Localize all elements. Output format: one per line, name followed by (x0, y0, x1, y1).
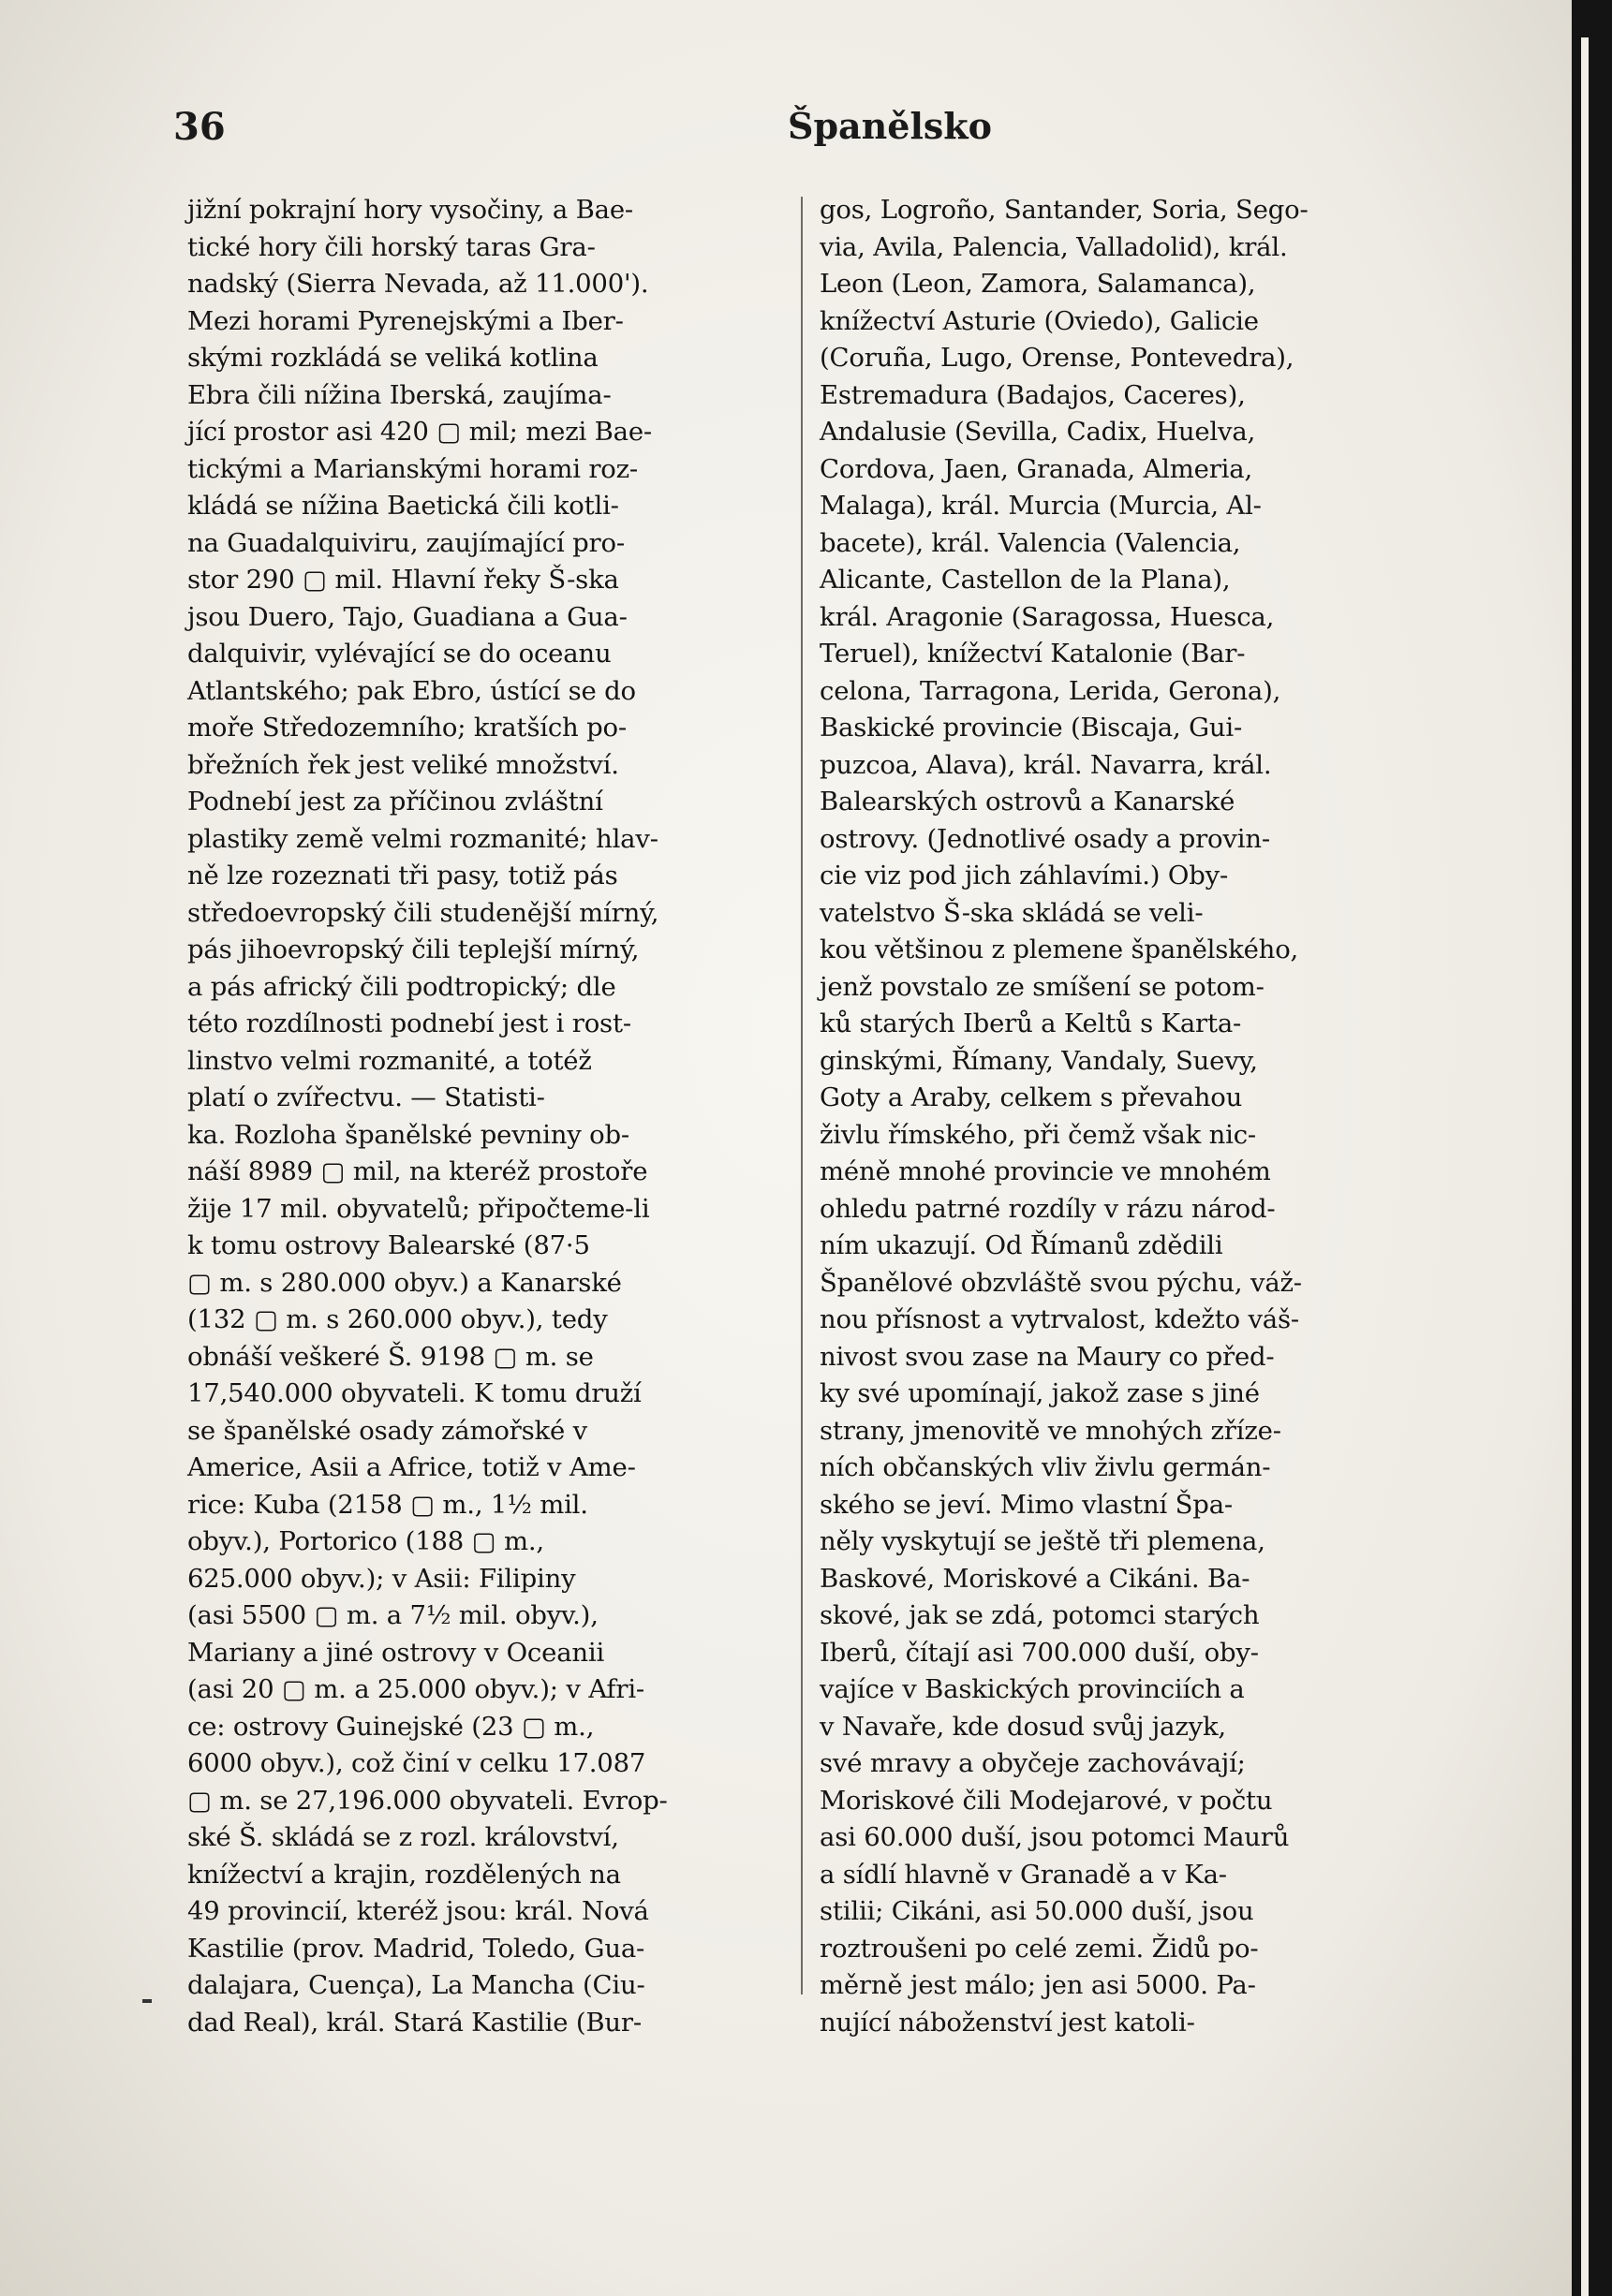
text-line: skové, jak se zdá, potomci starých (820, 1600, 1260, 1630)
text-line: jenž povstalo ze smíšení se potom- (820, 971, 1264, 1002)
text-line: vajíce v Baskických provinciích a (820, 1674, 1245, 1704)
text-line: Iberů, čítají asi 700.000 duší, oby- (820, 1637, 1259, 1668)
text-line: (asi 20 ▢ m. a 25.000 obyv.); v Afri- (187, 1674, 645, 1704)
text-line: ▢ m. s 280.000 obyv.) a Kanarské (187, 1267, 622, 1298)
text-line: celona, Tarragona, Lerida, Gerona), (820, 675, 1281, 706)
text-line: ků starých Iberů a Keltů s Karta- (820, 1008, 1242, 1038)
text-line: nivost svou zase na Maury co před- (820, 1341, 1275, 1372)
text-line: živlu římského, při čemž však nic- (820, 1119, 1257, 1150)
text-line: ostrovy. (Jednotlivé osady a provin- (820, 823, 1270, 854)
text-line: Estremadura (Badajos, Caceres), (820, 379, 1246, 410)
text-line: plastiky země velmi rozmanité; hlav- (187, 823, 658, 854)
text-line: linstvo velmi rozmanité, a totéž (187, 1045, 592, 1076)
text-line: Americe, Asii a Africe, totiž v Ame- (187, 1452, 636, 1482)
text-line: náší 8989 ▢ mil, na kteréž prostoře (187, 1156, 648, 1186)
text-line: Cordova, Jaen, Granada, Almeria, (820, 453, 1252, 484)
text-line: dalajara, Cuença), La Mancha (Ciu- (187, 1970, 645, 2000)
text-line: dad Real), král. Stará Kastilie (Bur- (187, 2007, 642, 2038)
text-line: (asi 5500 ▢ m. a 7½ mil. obyv.), (187, 1600, 599, 1630)
text-line: Mariany a jiné ostrovy v Oceanii (187, 1637, 605, 1668)
text-line: Balearských ostrovů a Kanarské (820, 787, 1235, 817)
text-line: gos, Logroño, Santander, Soria, Sego- (820, 195, 1309, 225)
text-line: obnáší veškeré Š. 9198 ▢ m. se (187, 1341, 594, 1372)
text-line: Španělové obzvláště svou pýchu, váž- (820, 1267, 1302, 1298)
text-line: ohledu patrné rozdíly v rázu národ- (820, 1193, 1276, 1224)
text-line: 625.000 obyv.); v Asii: Filipiny (187, 1563, 576, 1594)
text-line: Moriskové čili Modejarové, v počtu (820, 1785, 1273, 1816)
text-line: 17,540.000 obyvateli. K tomu druží (187, 1378, 642, 1408)
text-line: vatelstvo Š-ska skládá se veli- (820, 897, 1204, 928)
text-line: bacete), král. Valencia (Valencia, (820, 527, 1241, 558)
text-line: puzcoa, Alava), král. Navarra, král. (820, 749, 1272, 780)
text-line: ně lze rozeznati tři pasy, totiž pás (187, 861, 618, 890)
text-line: dalquivir, vylévající se do oceanu (187, 639, 612, 669)
text-line: Podnebí jest za příčinou zvláštní (187, 787, 603, 817)
text-line: kládá se nížina Baetická čili kotli- (187, 491, 619, 521)
text-line: knížectví a krajin, rozdělených na (187, 1859, 621, 1890)
page-header (173, 105, 1419, 161)
text-line: Goty a Araby, celkem s převahou (820, 1082, 1243, 1112)
text-line: tické hory čili horský taras Gra- (187, 231, 596, 262)
text-line: (132 ▢ m. s 260.000 obyv.), tedy (187, 1304, 608, 1334)
text-line: jižní pokrajní hory vysočiny, a Bae- (187, 195, 634, 225)
text-line: pás jihoevropský čili teplejší mírný, (187, 935, 640, 964)
text-line: jsou Duero, Tajo, Guadiana a Gua- (187, 601, 628, 632)
text-line: nující náboženství jest katoli- (820, 2007, 1195, 2038)
page-edge (1581, 37, 1589, 2296)
text-line: ky své upomínají, jakož zase s jiné (820, 1378, 1260, 1408)
text-line: a pás africký čili podtropický; dle (187, 971, 616, 1002)
text-line: Baskové, Moriskové a Cikáni. Ba- (820, 1563, 1250, 1594)
text-line: své mravy a obyčeje zachovávají; (820, 1748, 1246, 1778)
text-line: k tomu ostrovy Balearské (87·5 (187, 1230, 590, 1260)
text-line: v Navaře, kde dosud svůj jazyk, (820, 1711, 1226, 1742)
text-line: cie viz pod jich záhlavími.) Oby- (820, 861, 1229, 890)
text-line: Mezi horami Pyrenejskými a Iber- (187, 305, 624, 336)
text-line: (Coruña, Lugo, Orense, Pontevedra), (820, 343, 1294, 373)
text-line: skými rozkládá se veliká kotlina (187, 343, 599, 373)
text-line: břežních řek jest veliké množství. (187, 749, 619, 780)
text-line: 49 provincií, kteréž jsou: král. Nová (187, 1896, 649, 1926)
text-line: Andalusie (Sevilla, Cadix, Huelva, (820, 417, 1256, 447)
text-line: Leon (Leon, Zamora, Salamanca), (820, 269, 1256, 299)
text-line: na Guadalquiviru, zaujímající pro- (187, 527, 625, 558)
text-line: Malaga), král. Murcia (Murcia, Al- (820, 491, 1262, 521)
text-line: něly vyskytují se ještě tři plemena, (820, 1526, 1265, 1556)
text-line: Alicante, Castellon de la Plana), (820, 565, 1231, 595)
page-number: 36 (173, 105, 226, 149)
text-line: asi 60.000 duší, jsou potomci Maurů (820, 1822, 1290, 1852)
text-line: ním ukazují. Od Římanů zdědili (820, 1230, 1223, 1260)
text-line: knížectví Asturie (Oviedo), Galicie (820, 305, 1259, 336)
margin-mark (142, 1999, 152, 2003)
text-line: stilii; Cikáni, asi 50.000 duší, jsou (820, 1896, 1254, 1926)
text-line: ce: ostrovy Guinejské (23 ▢ m., (187, 1711, 595, 1742)
text-line: rice: Kuba (2158 ▢ m., 1½ mil. (187, 1489, 588, 1520)
text-line: ka. Rozloha španělské pevniny ob- (187, 1119, 629, 1150)
text-line: méně mnohé provincie ve mnohém (820, 1156, 1271, 1186)
text-line: král. Aragonie (Saragossa, Huesca, (820, 601, 1275, 632)
right-text-column (820, 192, 1447, 2041)
running-title: Španělsko (788, 105, 992, 147)
text-line: ginskými, Římany, Vandaly, Suevy, (820, 1045, 1258, 1076)
text-line: žije 17 mil. obyvatelů; připočteme-li (187, 1193, 650, 1224)
text-line: ních občanských vliv živlu germán- (820, 1452, 1271, 1482)
text-line: Baskické provincie (Biscaja, Gui- (820, 713, 1243, 743)
text-line: a sídlí hlavně v Granadě a v Ka- (820, 1859, 1227, 1890)
text-line: Ebra čili nížina Iberská, zaujíma- (187, 379, 612, 410)
text-line: via, Avila, Palencia, Valladolid), král. (820, 231, 1288, 262)
text-line: ské Š. skládá se z rozl. království, (187, 1822, 619, 1852)
text-line: nadský (Sierra Nevada, až 11.000'). (187, 269, 649, 299)
text-line: roztroušeni po celé zemi. Židů po- (820, 1933, 1259, 1964)
text-line: Teruel), knížectví Katalonie (Bar- (820, 639, 1246, 669)
text-line: Atlantského; pak Ebro, ústící se do (187, 675, 636, 706)
column-divider (801, 197, 803, 1994)
text-line: měrně jest málo; jen asi 5000. Pa- (820, 1970, 1256, 2000)
text-line: obyv.), Portorico (188 ▢ m., (187, 1526, 544, 1556)
text-line: se španělské osady zámořské v (187, 1415, 587, 1446)
text-line: této rozdílnosti podnebí jest i rost- (187, 1008, 631, 1038)
text-line: moře Středozemního; kratších po- (187, 713, 627, 743)
text-line: Kastilie (prov. Madrid, Toledo, Gua- (187, 1933, 645, 1964)
scan-border (1572, 0, 1612, 2296)
text-line: kou většinou z plemene španělského, (820, 935, 1299, 964)
text-line: jící prostor asi 420 ▢ mil; mezi Bae- (187, 417, 652, 447)
left-text-column (187, 192, 813, 2041)
text-line: 6000 obyv.), což činí v celku 17.087 (187, 1748, 646, 1778)
text-line: ▢ m. se 27,196.000 obyvateli. Evrop- (187, 1785, 668, 1816)
text-line: stor 290 ▢ mil. Hlavní řeky Š-ska (187, 565, 619, 595)
text-line: středoevropský čili studenější mírný, (187, 897, 659, 928)
text-line: nou přísnost a vytrvalost, kdežto váš- (820, 1304, 1299, 1334)
text-line: strany, jmenovitě ve mnohých zřízе- (820, 1415, 1281, 1446)
text-line: tickými a Marianskými horami roz- (187, 453, 639, 484)
text-line: ského se jeví. Mimo vlastní Špa- (820, 1489, 1233, 1520)
text-line: platí o zvířectvu. — Statisti- (187, 1082, 545, 1112)
